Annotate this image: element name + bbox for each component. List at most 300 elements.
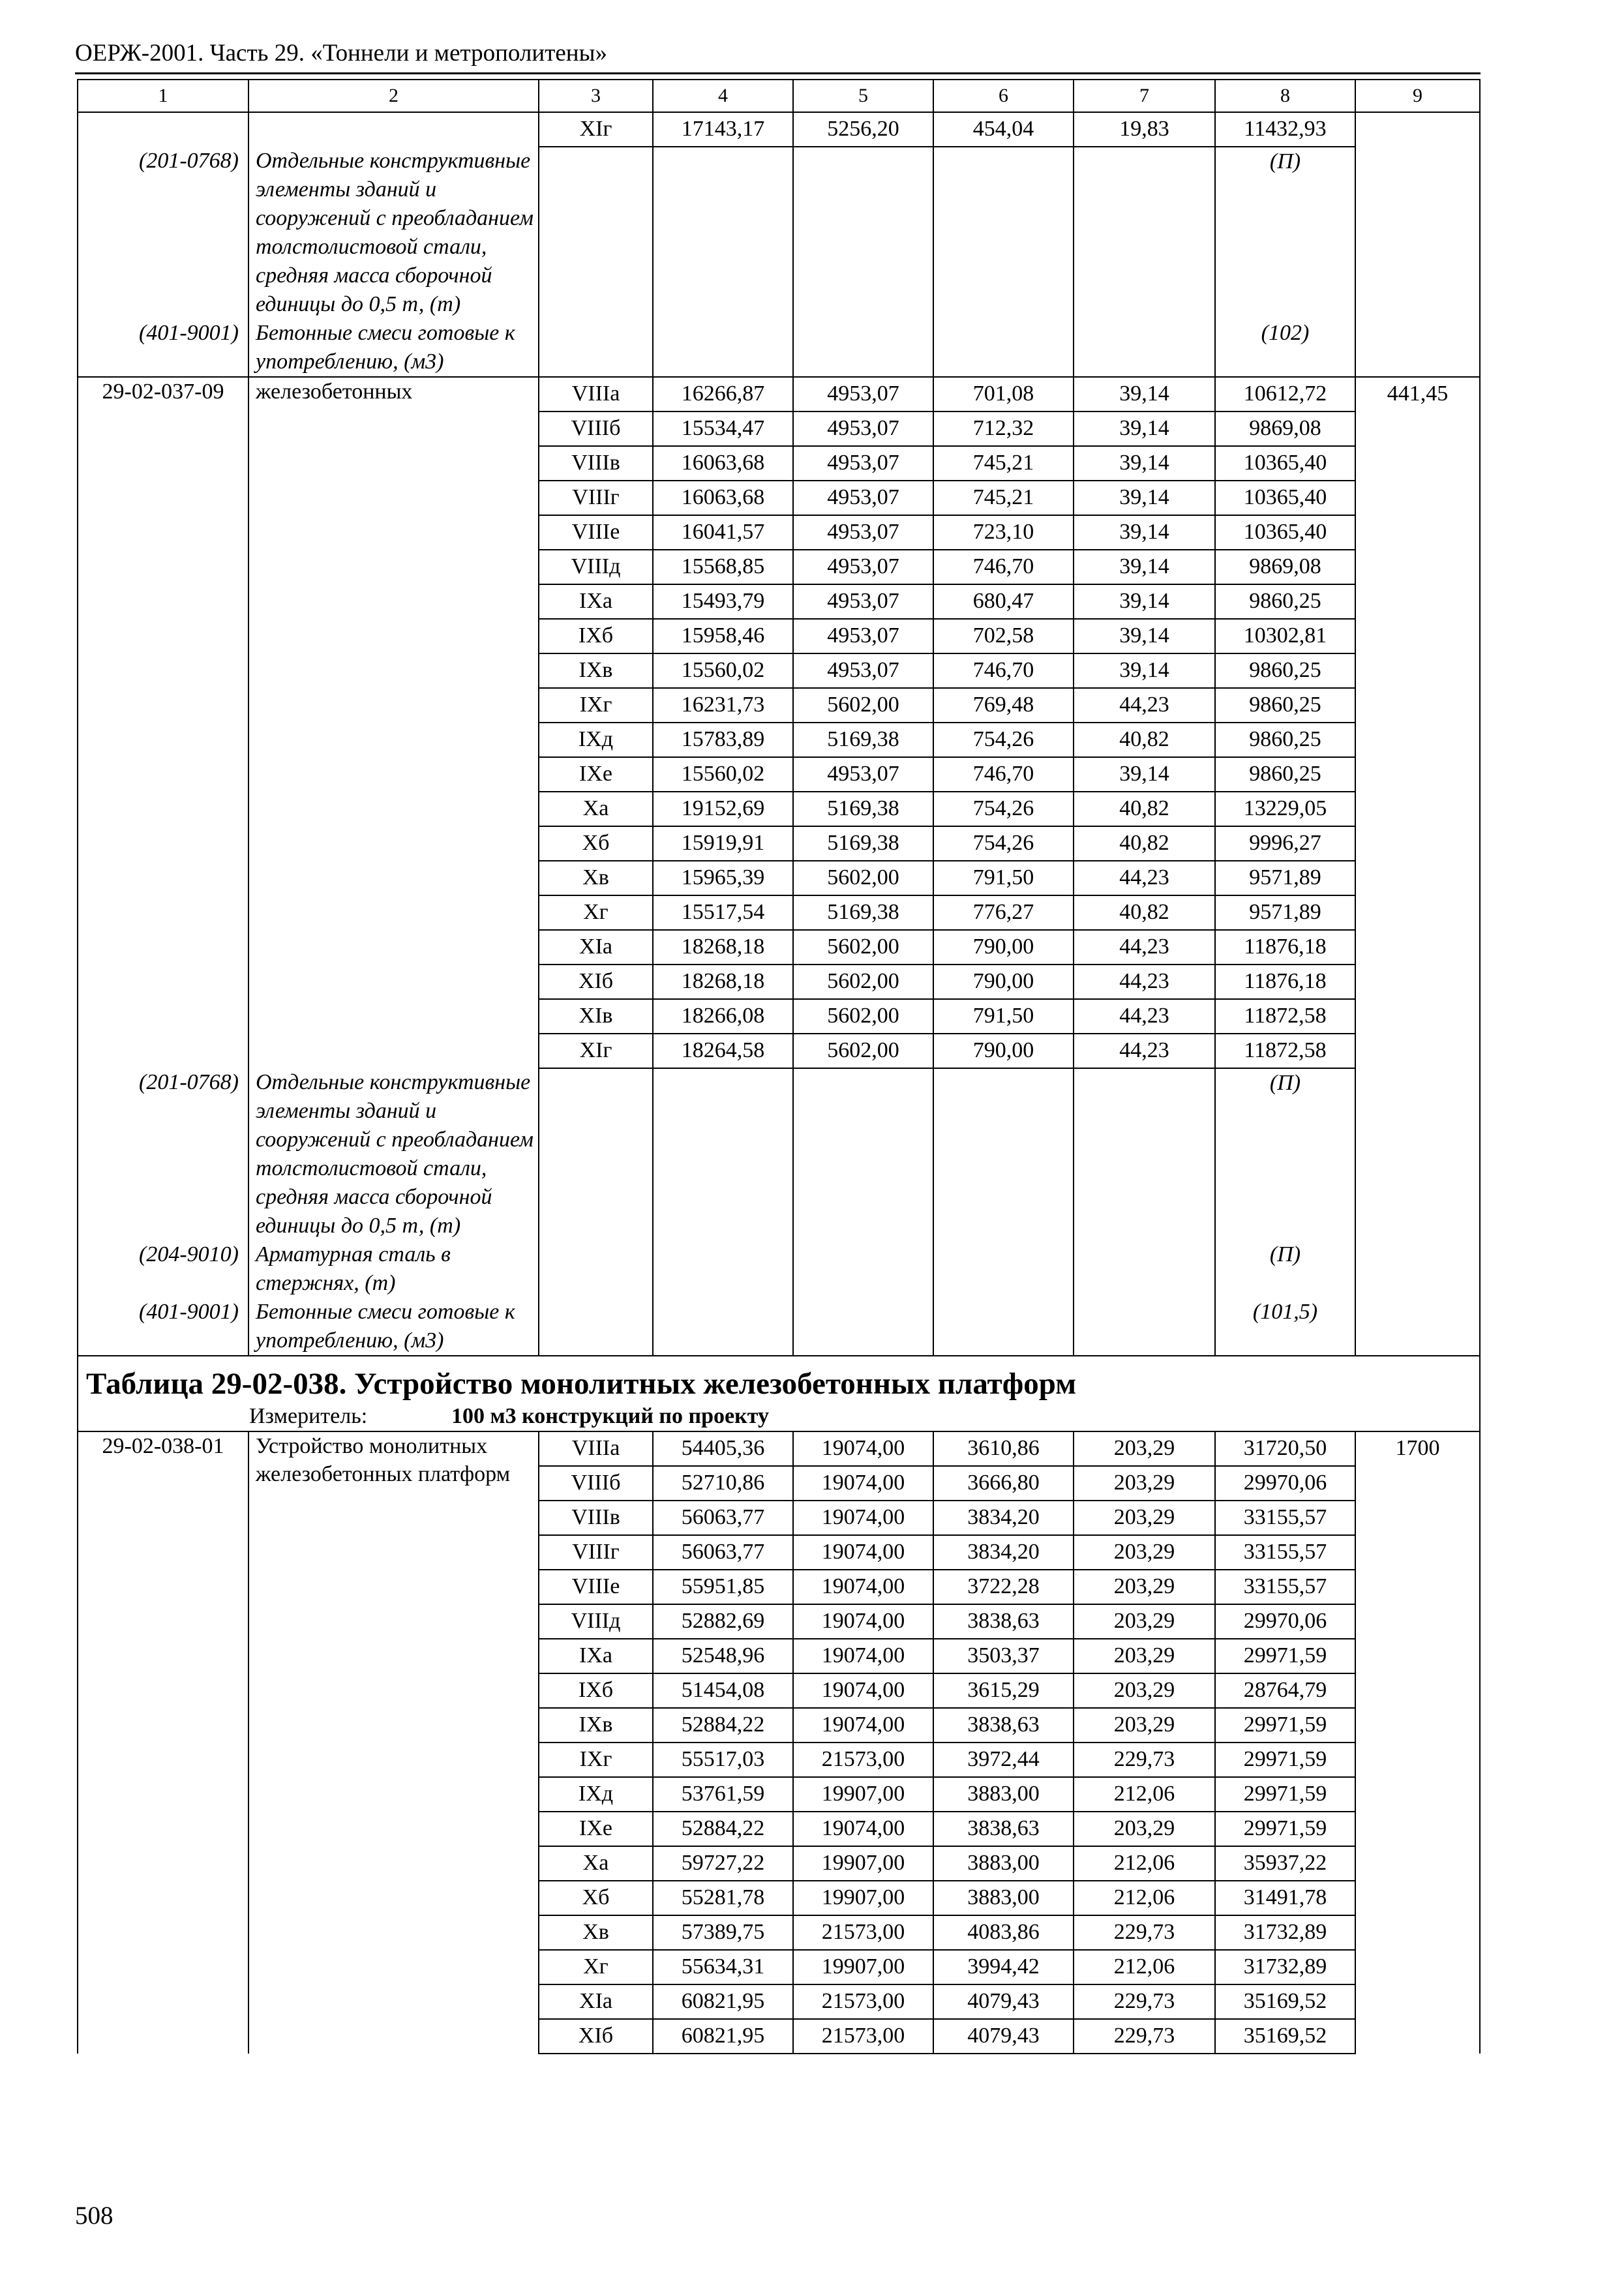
value-cell: 55281,78 <box>653 1881 793 1915</box>
value-cell: 19907,00 <box>793 1846 933 1881</box>
value-cell: 11872,58 <box>1215 1034 1355 1068</box>
value-cell: 723,10 <box>933 515 1074 550</box>
zone-cell: IXд <box>539 1777 653 1812</box>
table-cell <box>248 112 539 147</box>
zone-cell: IXа <box>539 584 653 619</box>
column-header: 7 <box>1074 80 1215 112</box>
value-cell: 59727,22 <box>653 1846 793 1881</box>
zone-cell: VIIIе <box>539 1570 653 1604</box>
value-cell: 21573,00 <box>793 2019 933 2054</box>
value-cell: 9571,89 <box>1215 895 1355 930</box>
value-cell: 39,14 <box>1074 584 1215 619</box>
zone-cell: IXв <box>539 1708 653 1743</box>
value-cell: 5169,38 <box>793 723 933 757</box>
value-cell: 55634,31 <box>653 1950 793 1984</box>
value-cell: 5602,00 <box>793 930 933 965</box>
resource-quantity: (П) <box>1215 147 1355 319</box>
column-header: 6 <box>933 80 1074 112</box>
zone-cell: IXг <box>539 1743 653 1777</box>
table-cell <box>653 1068 793 1240</box>
value-cell: 44,23 <box>1074 965 1215 999</box>
value-cell: 51454,08 <box>653 1673 793 1708</box>
value-cell: 10365,40 <box>1215 481 1355 515</box>
value-cell: 35937,22 <box>1215 1846 1355 1881</box>
table-cell <box>933 147 1074 319</box>
value-cell: 44,23 <box>1074 688 1215 723</box>
value-cell: 9869,08 <box>1215 411 1355 446</box>
value-cell: 31720,50 <box>1215 1431 1355 1466</box>
value-cell: 454,04 <box>933 112 1074 147</box>
value-cell: 29970,06 <box>1215 1466 1355 1501</box>
zone-cell: VIIIг <box>539 481 653 515</box>
value-cell: 40,82 <box>1074 826 1215 861</box>
resource-code: (201-0768) <box>78 147 248 319</box>
value-cell: 4953,07 <box>793 550 933 584</box>
zone-cell: VIIIв <box>539 1501 653 1535</box>
value-cell: 16063,68 <box>653 446 793 481</box>
table-cell <box>793 147 933 319</box>
zone-cell: XIб <box>539 2019 653 2054</box>
value-cell: 5602,00 <box>793 1034 933 1068</box>
table-cell <box>539 1298 653 1356</box>
value-cell: 19,83 <box>1074 112 1215 147</box>
table-cell <box>539 319 653 377</box>
value-cell: 18266,08 <box>653 999 793 1034</box>
value-cell: 52548,96 <box>653 1639 793 1673</box>
value-cell: 9860,25 <box>1215 653 1355 688</box>
table-cell <box>539 1068 653 1240</box>
value-cell: 441,45 <box>1355 377 1480 1068</box>
zone-cell: VIIIв <box>539 446 653 481</box>
value-cell: 3838,63 <box>933 1708 1074 1743</box>
table-cell <box>653 1298 793 1356</box>
table-title: Таблица 29-02-038. Устройство монолитных железобетонных платформ <box>78 1356 1480 1403</box>
value-cell: 754,26 <box>933 723 1074 757</box>
value-cell: 4953,07 <box>793 377 933 411</box>
value-cell: 55517,03 <box>653 1743 793 1777</box>
value-cell: 5602,00 <box>793 999 933 1034</box>
value-cell: 3883,00 <box>933 1881 1074 1915</box>
value-cell: 203,29 <box>1074 1604 1215 1639</box>
value-cell: 29971,59 <box>1215 1812 1355 1846</box>
value-cell: 19074,00 <box>793 1604 933 1639</box>
meter-cell <box>78 1403 1480 1431</box>
value-cell: 39,14 <box>1074 377 1215 411</box>
value-cell: 4953,07 <box>793 481 933 515</box>
zone-cell: Xб <box>539 826 653 861</box>
value-cell: 212,06 <box>1074 1950 1215 1984</box>
value-cell: 229,73 <box>1074 1743 1215 1777</box>
value-cell: 203,29 <box>1074 1708 1215 1743</box>
table-row <box>78 112 1480 147</box>
value-cell: 4953,07 <box>793 584 933 619</box>
value-cell: 18268,18 <box>653 965 793 999</box>
column-number-row <box>78 80 1480 112</box>
value-cell: 10365,40 <box>1215 515 1355 550</box>
table-cell <box>1074 1298 1215 1356</box>
value-cell: 746,70 <box>933 757 1074 792</box>
value-cell: 776,27 <box>933 895 1074 930</box>
value-cell: 39,14 <box>1074 757 1215 792</box>
resource-quantity: (101,5) <box>1215 1298 1355 1356</box>
value-cell: 9860,25 <box>1215 723 1355 757</box>
value-cell: 19907,00 <box>793 1777 933 1812</box>
table-cell <box>793 319 933 377</box>
column-header: 8 <box>1215 80 1355 112</box>
value-cell: 790,00 <box>933 930 1074 965</box>
value-cell: 5602,00 <box>793 688 933 723</box>
value-cell: 35169,52 <box>1215 2019 1355 2054</box>
zone-cell: Xа <box>539 1846 653 1881</box>
value-cell: 3834,20 <box>933 1535 1074 1570</box>
value-cell: 5602,00 <box>793 965 933 999</box>
zone-cell: XIа <box>539 930 653 965</box>
value-cell: 39,14 <box>1074 515 1215 550</box>
value-cell: 4953,07 <box>793 757 933 792</box>
value-cell: 15919,91 <box>653 826 793 861</box>
value-cell: 21573,00 <box>793 1743 933 1777</box>
zone-cell: IXе <box>539 1812 653 1846</box>
value-cell: 39,14 <box>1074 619 1215 653</box>
header-rule <box>75 72 1481 74</box>
table-cell <box>1355 147 1480 319</box>
value-cell: 3883,00 <box>933 1846 1074 1881</box>
value-cell: 19152,69 <box>653 792 793 826</box>
table-cell <box>1355 1240 1480 1298</box>
zone-cell: Xв <box>539 1915 653 1950</box>
value-cell: 790,00 <box>933 1034 1074 1068</box>
value-cell: 33155,57 <box>1215 1570 1355 1604</box>
table-row <box>78 1431 1480 1466</box>
value-cell: 11876,18 <box>1215 965 1355 999</box>
page-number: 508 <box>75 2202 113 2230</box>
resource-quantity: (П) <box>1215 1068 1355 1240</box>
value-cell: 21573,00 <box>793 1984 933 2019</box>
rate-code: 29-02-038-01 <box>78 1431 248 2054</box>
value-cell: 17143,17 <box>653 112 793 147</box>
value-cell: 29971,59 <box>1215 1743 1355 1777</box>
resource-name: Отдельные конструктивные элементы зданий и сооружений с преобладанием толстолистовой стали, средняя масса сборочной единицы до 0,5 т, (т) <box>248 147 539 319</box>
value-cell: 9860,25 <box>1215 584 1355 619</box>
value-cell: 21573,00 <box>793 1915 933 1950</box>
value-cell: 16231,73 <box>653 688 793 723</box>
value-cell: 3834,20 <box>933 1501 1074 1535</box>
value-cell: 28764,79 <box>1215 1673 1355 1708</box>
value-cell: 754,26 <box>933 826 1074 861</box>
value-cell: 680,47 <box>933 584 1074 619</box>
table-cell <box>1074 147 1215 319</box>
value-cell: 19074,00 <box>793 1708 933 1743</box>
value-cell: 5169,38 <box>793 792 933 826</box>
table-cell <box>793 1068 933 1240</box>
value-cell: 791,50 <box>933 999 1074 1034</box>
zone-cell: VIIIд <box>539 550 653 584</box>
value-cell: 791,50 <box>933 861 1074 895</box>
value-cell: 18268,18 <box>653 930 793 965</box>
resource-code: (204-9010) <box>78 1240 248 1298</box>
value-cell: 10302,81 <box>1215 619 1355 653</box>
table-cell <box>1074 1068 1215 1240</box>
resource-quantity: (П) <box>1215 1240 1355 1298</box>
value-cell: 229,73 <box>1074 2019 1215 2054</box>
value-cell: 39,14 <box>1074 481 1215 515</box>
table-cell <box>1355 112 1480 147</box>
zone-cell: VIIIа <box>539 377 653 411</box>
zone-cell: VIIIг <box>539 1535 653 1570</box>
value-cell: 203,29 <box>1074 1812 1215 1846</box>
rate-name: железобетонных <box>248 377 539 1068</box>
zone-cell: Xа <box>539 792 653 826</box>
value-cell: 5256,20 <box>793 112 933 147</box>
value-cell: 19074,00 <box>793 1535 933 1570</box>
value-cell: 31732,89 <box>1215 1915 1355 1950</box>
table-cell <box>1355 1298 1480 1356</box>
value-cell: 29971,59 <box>1215 1708 1355 1743</box>
resource-row <box>78 1298 1480 1356</box>
value-cell: 31732,89 <box>1215 1950 1355 1984</box>
zone-cell: VIIIе <box>539 515 653 550</box>
zone-cell: XIг <box>539 112 653 147</box>
table-cell <box>933 1240 1074 1298</box>
zone-cell: IXв <box>539 653 653 688</box>
value-cell: 15517,54 <box>653 895 793 930</box>
value-cell: 19074,00 <box>793 1570 933 1604</box>
zone-cell: VIIIб <box>539 411 653 446</box>
zone-cell: IXг <box>539 688 653 723</box>
value-cell: 52882,69 <box>653 1604 793 1639</box>
value-cell: 745,21 <box>933 446 1074 481</box>
meter-row <box>78 1403 1480 1431</box>
value-cell: 15560,02 <box>653 653 793 688</box>
value-cell: 60821,95 <box>653 1984 793 2019</box>
value-cell: 33155,57 <box>1215 1535 1355 1570</box>
value-cell: 39,14 <box>1074 550 1215 584</box>
value-cell: 745,21 <box>933 481 1074 515</box>
resource-name: Бетонные смеси готовые к употреблению, (м3) <box>248 319 539 377</box>
value-cell: 4083,86 <box>933 1915 1074 1950</box>
value-cell: 203,29 <box>1074 1431 1215 1466</box>
table-cell <box>539 1240 653 1298</box>
value-cell: 44,23 <box>1074 930 1215 965</box>
value-cell: 790,00 <box>933 965 1074 999</box>
value-cell: 39,14 <box>1074 411 1215 446</box>
value-cell: 229,73 <box>1074 1984 1215 2019</box>
value-cell: 54405,36 <box>653 1431 793 1466</box>
value-cell: 3615,29 <box>933 1673 1074 1708</box>
value-cell: 40,82 <box>1074 792 1215 826</box>
value-cell: 52710,86 <box>653 1466 793 1501</box>
value-cell: 3610,86 <box>933 1431 1074 1466</box>
value-cell: 3503,37 <box>933 1639 1074 1673</box>
table-cell <box>653 147 793 319</box>
value-cell: 3722,28 <box>933 1570 1074 1604</box>
zone-cell: IXа <box>539 1639 653 1673</box>
table-cell <box>78 112 248 147</box>
value-cell: 53761,59 <box>653 1777 793 1812</box>
table-cell <box>1355 1068 1480 1240</box>
zone-cell: XIв <box>539 999 653 1034</box>
value-cell: 60821,95 <box>653 2019 793 2054</box>
value-cell: 15783,89 <box>653 723 793 757</box>
value-cell: 3972,44 <box>933 1743 1074 1777</box>
value-cell: 4953,07 <box>793 515 933 550</box>
value-cell: 15560,02 <box>653 757 793 792</box>
value-cell: 13229,05 <box>1215 792 1355 826</box>
zone-cell: VIIIд <box>539 1604 653 1639</box>
column-header: 5 <box>793 80 933 112</box>
value-cell: 11872,58 <box>1215 999 1355 1034</box>
value-cell: 44,23 <box>1074 999 1215 1034</box>
resource-code: (401-9001) <box>78 319 248 377</box>
value-cell: 57389,75 <box>653 1915 793 1950</box>
running-header: ОЕРЖ-2001. Часть 29. «Тоннели и метрополитены» <box>75 40 607 67</box>
value-cell: 55951,85 <box>653 1570 793 1604</box>
value-cell: 4953,07 <box>793 653 933 688</box>
value-cell: 11876,18 <box>1215 930 1355 965</box>
value-cell: 203,29 <box>1074 1570 1215 1604</box>
value-cell: 15965,39 <box>653 861 793 895</box>
value-cell: 203,29 <box>1074 1466 1215 1501</box>
column-header: 4 <box>653 80 793 112</box>
table-row <box>78 377 1480 411</box>
value-cell: 29971,59 <box>1215 1777 1355 1812</box>
resource-code: (201-0768) <box>78 1068 248 1240</box>
value-cell: 769,48 <box>933 688 1074 723</box>
value-cell: 4953,07 <box>793 411 933 446</box>
value-cell: 746,70 <box>933 653 1074 688</box>
value-cell: 40,82 <box>1074 723 1215 757</box>
value-cell: 19074,00 <box>793 1673 933 1708</box>
column-header: 3 <box>539 80 653 112</box>
value-cell: 33155,57 <box>1215 1501 1355 1535</box>
rates-table <box>77 79 1481 2054</box>
value-cell: 3838,63 <box>933 1812 1074 1846</box>
value-cell: 212,06 <box>1074 1846 1215 1881</box>
table-title-row <box>78 1356 1480 1403</box>
value-cell: 19074,00 <box>793 1466 933 1501</box>
zone-cell: XIа <box>539 1984 653 2019</box>
value-cell: 203,29 <box>1074 1639 1215 1673</box>
value-cell: 19907,00 <box>793 1881 933 1915</box>
value-cell: 35169,52 <box>1215 1984 1355 2019</box>
value-cell: 10365,40 <box>1215 446 1355 481</box>
value-cell: 4079,43 <box>933 2019 1074 2054</box>
value-cell: 15493,79 <box>653 584 793 619</box>
value-cell: 15568,85 <box>653 550 793 584</box>
value-cell: 18264,58 <box>653 1034 793 1068</box>
resource-name: Отдельные конструктивные элементы зданий и сооружений с преобладанием толстолистовой стали, средняя масса сборочной единицы до 0,5 т, (т) <box>248 1068 539 1240</box>
value-cell: 212,06 <box>1074 1881 1215 1915</box>
value-cell: 203,29 <box>1074 1673 1215 1708</box>
table-cell <box>933 319 1074 377</box>
resource-row <box>78 319 1480 377</box>
value-cell: 40,82 <box>1074 895 1215 930</box>
value-cell: 203,29 <box>1074 1535 1215 1570</box>
resource-row <box>78 1240 1480 1298</box>
zone-cell: Xг <box>539 895 653 930</box>
value-cell: 3838,63 <box>933 1604 1074 1639</box>
value-cell: 29971,59 <box>1215 1639 1355 1673</box>
value-cell: 56063,77 <box>653 1501 793 1535</box>
value-cell: 3994,42 <box>933 1950 1074 1984</box>
value-cell: 19074,00 <box>793 1639 933 1673</box>
value-cell: 19907,00 <box>793 1950 933 1984</box>
resource-row <box>78 147 1480 319</box>
meter-value: 100 м3 конструкций по проекту <box>451 1404 769 1428</box>
zone-cell: VIIIа <box>539 1431 653 1466</box>
resource-name: Бетонные смеси готовые к употреблению, (м3) <box>248 1298 539 1356</box>
table-cell <box>1074 319 1215 377</box>
value-cell: 4953,07 <box>793 446 933 481</box>
value-cell: 5169,38 <box>793 895 933 930</box>
value-cell: 16041,57 <box>653 515 793 550</box>
column-header: 2 <box>248 80 539 112</box>
value-cell: 44,23 <box>1074 861 1215 895</box>
value-cell: 19074,00 <box>793 1431 933 1466</box>
value-cell: 4079,43 <box>933 1984 1074 2019</box>
value-cell: 212,06 <box>1074 1777 1215 1812</box>
table-cell <box>653 1240 793 1298</box>
value-cell: 5602,00 <box>793 861 933 895</box>
zone-cell: IXе <box>539 757 653 792</box>
resource-quantity: (102) <box>1215 319 1355 377</box>
value-cell: 31491,78 <box>1215 1881 1355 1915</box>
value-cell: 11432,93 <box>1215 112 1355 147</box>
value-cell: 52884,22 <box>653 1708 793 1743</box>
value-cell: 52884,22 <box>653 1812 793 1846</box>
value-cell: 15534,47 <box>653 411 793 446</box>
value-cell: 701,08 <box>933 377 1074 411</box>
table-cell <box>539 147 653 319</box>
value-cell: 702,58 <box>933 619 1074 653</box>
table-cell <box>1355 319 1480 377</box>
value-cell: 9860,25 <box>1215 688 1355 723</box>
zone-cell: VIIIб <box>539 1466 653 1501</box>
value-cell: 44,23 <box>1074 1034 1215 1068</box>
value-cell: 9869,08 <box>1215 550 1355 584</box>
value-cell: 754,26 <box>933 792 1074 826</box>
value-cell: 4953,07 <box>793 619 933 653</box>
value-cell: 19074,00 <box>793 1501 933 1535</box>
value-cell: 9860,25 <box>1215 757 1355 792</box>
value-cell: 39,14 <box>1074 446 1215 481</box>
meter-label: Измеритель: <box>249 1404 368 1428</box>
value-cell: 19074,00 <box>793 1812 933 1846</box>
resource-code: (401-9001) <box>78 1298 248 1356</box>
value-cell: 9571,89 <box>1215 861 1355 895</box>
zone-cell: XIг <box>539 1034 653 1068</box>
value-cell: 10612,72 <box>1215 377 1355 411</box>
value-cell: 229,73 <box>1074 1915 1215 1950</box>
value-cell: 3666,80 <box>933 1466 1074 1501</box>
zone-cell: IXд <box>539 723 653 757</box>
value-cell: 746,70 <box>933 550 1074 584</box>
value-cell: 29970,06 <box>1215 1604 1355 1639</box>
value-cell: 56063,77 <box>653 1535 793 1570</box>
column-header: 9 <box>1355 80 1480 112</box>
zone-cell: XIб <box>539 965 653 999</box>
value-cell: 3883,00 <box>933 1777 1074 1812</box>
value-cell: 1700 <box>1355 1431 1480 2054</box>
table-cell <box>653 319 793 377</box>
zone-cell: IXб <box>539 619 653 653</box>
value-cell: 712,32 <box>933 411 1074 446</box>
table-cell <box>933 1068 1074 1240</box>
table-cell <box>793 1240 933 1298</box>
resource-name: Арматурная сталь в стержнях, (т) <box>248 1240 539 1298</box>
value-cell: 9996,27 <box>1215 826 1355 861</box>
value-cell: 16063,68 <box>653 481 793 515</box>
